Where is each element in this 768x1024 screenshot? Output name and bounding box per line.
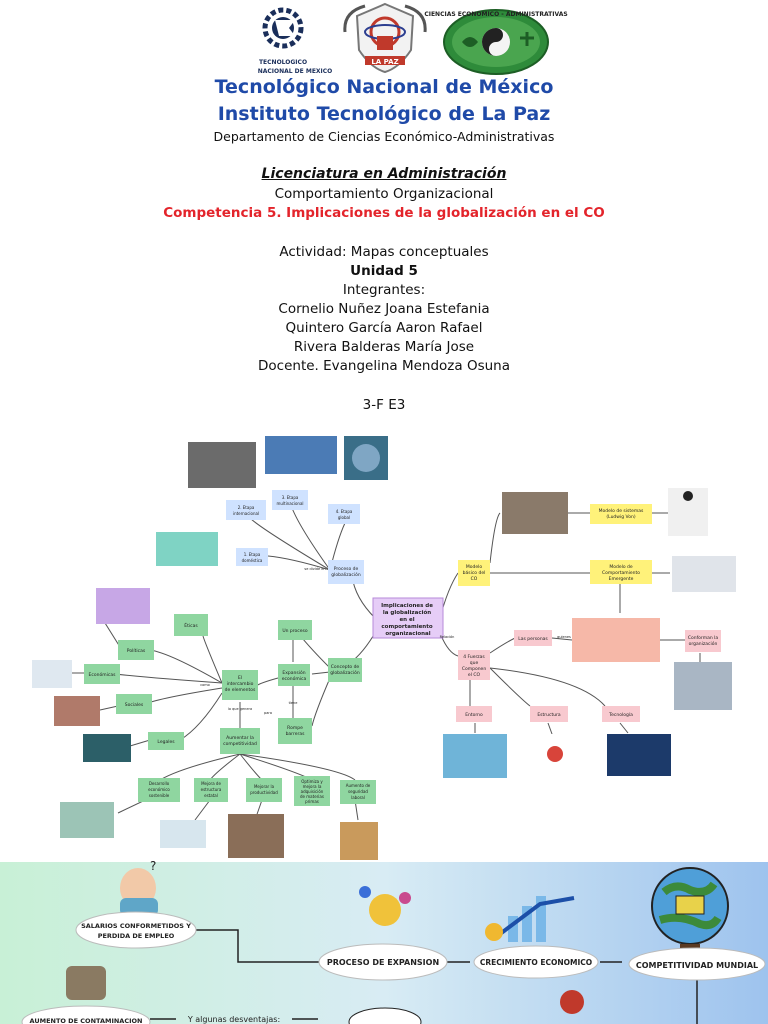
etapa1-node (236, 548, 268, 566)
competitividad-text: COMPETITIVIDAD MUNDIAL (635, 961, 759, 970)
efecto-3-line-2: productividad (250, 790, 278, 795)
efecto-5-line-2: seguridad (348, 789, 368, 794)
photo-technology (607, 734, 671, 776)
rompe-node (278, 718, 312, 744)
aumentar-line-1: Aumentar la (226, 736, 254, 741)
efecto-5-line-3: laboral (351, 795, 365, 800)
tecnm-logo-text-2: NACIONAL DE MEXICO (257, 68, 333, 75)
estructura-text: Estructura (537, 713, 561, 718)
center-line-1: Implicaciones de (381, 603, 433, 609)
photo-money (156, 532, 218, 566)
logo-strip (0, 2, 768, 78)
etapa4-node (328, 504, 360, 524)
photo-desk (674, 662, 732, 710)
modelo-basico-line-2: básico del (462, 571, 486, 576)
etapa1-line-1: 1. Etapa (243, 552, 261, 557)
unit: Unidad 5 (350, 263, 418, 279)
personas-conf-node (685, 630, 721, 652)
etapa4-line-2: global (337, 515, 351, 520)
rompe-line-2: barreras (285, 732, 305, 737)
photo-handshake (188, 442, 256, 488)
tipo-eticas-text: Éticas (184, 624, 198, 629)
modelo-basico-line-3: CO (470, 577, 478, 582)
teacher: Docente. Evangelina Mendoza Osuna (258, 358, 510, 374)
modelo-emergente-line-2: Comportamiento (601, 571, 641, 576)
center-line-2: la globalización (382, 610, 432, 616)
photo-environment (443, 734, 507, 778)
photo-chart-card (83, 734, 131, 762)
question-mark-icon: ? (150, 859, 157, 873)
subject: Comportamiento Organizacional (274, 186, 494, 202)
member-3: Rivera Balderas María Jose (293, 339, 475, 355)
modelo-basico-line-1: Modelo (465, 565, 483, 570)
expansion-line-2: económica (281, 677, 307, 682)
photo-group (54, 696, 100, 726)
efecto-2-line-1: Mejora de (201, 781, 221, 786)
concepto-line-1: Concepto de (330, 665, 360, 670)
efecto-1-line-1: Desarrollo (148, 781, 170, 786)
expansion-line-1: Expansión (282, 671, 306, 676)
svg-text:1. Etapadoméstica (242, 552, 263, 563)
group: 3-F E3 (362, 397, 406, 413)
cea-logo-text: CIENCIAS ECONOMICO - ADMINISTRATIVAS (424, 11, 568, 18)
modelo-sistemas-line-1: Modelo de sistemas (598, 509, 644, 514)
member-1: Cornelio Nuñez Joana Estefania (278, 301, 490, 317)
efecto-1-line-3: sostenible (148, 793, 170, 798)
money-bill-icon (676, 896, 704, 914)
competence: Competencia 5. Implicaciones de la globalización en el CO (163, 205, 605, 221)
fuerzas-line-4: el CO (467, 673, 481, 678)
contaminacion-text: AUMENTO DE CONTAMINACION (29, 1017, 143, 1024)
tipo-economicas-text: Económicas (88, 673, 116, 678)
photo-meeting (502, 492, 568, 534)
title-national: Tecnológico Nacional de México (214, 76, 554, 98)
svg-text:Desarrolloeconómicosostenible (148, 781, 170, 798)
photo-port (32, 660, 72, 688)
label-consiste: se divide en (304, 567, 326, 571)
efecto-4-line-1: Optimiza y (301, 779, 323, 784)
center-line-5: organizacional (385, 631, 431, 637)
svg-text:Mejorar laproductividad (250, 784, 278, 795)
etapa3-line-1: 3. Etapa (281, 495, 299, 500)
salarios-line-2: PERDIDA DE EMPLEO (97, 932, 175, 940)
intercambio-line-2: intercambio (226, 682, 254, 687)
label-para: para (264, 711, 272, 715)
proceso-node (328, 560, 364, 584)
modelo-sistemas-line-2: (Ludwig Von) (606, 515, 636, 520)
center-line-4: comportamiento (381, 624, 433, 630)
etapa4-line-1: 4. Etapa (335, 509, 353, 514)
tecnologia-text: Tecnología (609, 713, 633, 718)
label-como: como (200, 683, 210, 687)
tipo-sociales-text: Sociales (124, 703, 144, 708)
activity: Actividad: Mapas conceptuales (279, 244, 489, 260)
salarios-node (76, 912, 196, 948)
members-label: Integrantes: (342, 282, 426, 298)
efecto-3-line-1: Mejorar la (253, 784, 275, 789)
un-proceso-text: Un proceso (282, 629, 308, 634)
etapa2-node (226, 500, 266, 520)
pollution-icon (66, 966, 106, 1000)
etapa2-line-1: 2. Etapa (237, 505, 255, 510)
hierarchy-head (683, 491, 693, 501)
photo-worker (340, 822, 378, 860)
location-pin-icon (359, 886, 371, 898)
tipo-politicas-text: Políticas (126, 649, 146, 654)
etapa3-node (272, 490, 308, 510)
fuerzas-line-2: que (469, 661, 479, 666)
personas-text: Las personas (518, 637, 548, 642)
photo-work (228, 814, 284, 858)
personas-conf-line-2: organización (688, 642, 718, 647)
department: Departamento de Ciencias Económico-Administrativas (213, 129, 555, 144)
concepto-node (328, 658, 362, 682)
efecto-5-line-1: Aumento de (345, 783, 371, 788)
efecto-4-line-3: adquisición (300, 789, 324, 794)
efecto-2-line-2: estructura (200, 787, 222, 792)
tecnm-logo (255, 2, 333, 78)
intercambio-line-1: El (237, 676, 243, 681)
photo-team (672, 556, 736, 592)
infographic (0, 859, 768, 1024)
proceso-expansion-text: PROCESO DE EXPANSION (326, 958, 440, 967)
salarios-line-1: SALARIOS CONFORMETIDOS Y (81, 922, 191, 930)
efecto-2-line-3: estatal (204, 793, 218, 798)
photo-office (60, 802, 114, 838)
photo-people (96, 588, 150, 624)
ciencias-economico-administrativas-logo (424, 2, 568, 78)
modelo-emergente-line-1: Modelo de (609, 565, 633, 570)
efecto-4-line-5: primas (305, 799, 319, 804)
expansion-people-icon (369, 894, 401, 926)
photo-world-map (265, 436, 337, 474)
modelo-sistemas-node (590, 504, 652, 524)
crecimiento-text: CRECIMIENTO ECONOMICO (479, 958, 593, 967)
tipo-legales-text: Legales (157, 740, 175, 745)
svg-text:Expansióneconómica (282, 669, 307, 682)
efecto-4-line-2: mejora la (302, 784, 322, 789)
etapa3-line-2: multinacional (276, 501, 304, 506)
concepto-line-2: globalización (330, 671, 360, 676)
photo-city (160, 820, 206, 848)
rompe-line-1: Rompe (287, 726, 303, 731)
degree: Licenciatura en Administración (261, 166, 507, 182)
itlp-logo (335, 2, 435, 76)
etapa2-line-2: internacional (232, 511, 260, 516)
personas-conf-line-1: Conforman la (687, 636, 719, 641)
location-pin-icon-2 (399, 892, 411, 904)
aumentar-line-2: competitividad (223, 742, 257, 747)
title-institute: Instituto Tecnológico de La Paz (217, 103, 551, 125)
disadvantage-people-icon (560, 990, 584, 1014)
label-relacion: Relación (439, 635, 455, 639)
label-quienes: quienes (557, 635, 571, 639)
center-line-3: en el (399, 617, 415, 623)
member-2: Quintero García Aaron Rafael (285, 320, 483, 336)
proceso-line-1: Proceso de (333, 567, 359, 572)
coin-icon (485, 923, 503, 941)
tecnm-logo-text-1: TECNOLOGICO (258, 59, 308, 66)
proceso-line-2: globalización (331, 573, 361, 578)
etapa1-line-2: doméstica (241, 558, 263, 563)
entorno-text: Entorno (465, 713, 483, 718)
globe-shape (352, 444, 380, 472)
intercambio-line-3: de elementos (224, 688, 256, 693)
itlp-logo-text: LA PAZ (371, 58, 399, 66)
label-tiene: tiene (288, 701, 298, 705)
concept-map (0, 428, 768, 862)
structure-node (547, 746, 563, 762)
fuerzas-line-1: 4 Fuerzas (463, 655, 485, 660)
label-lo-que-genera: lo que genera (227, 707, 253, 711)
modelo-emergente-line-3: Emergente (608, 577, 634, 582)
efecto-4-line-4: de materias (300, 794, 324, 799)
desventajas-label: Y algunas desventajas: (187, 1015, 281, 1024)
fuerzas-line-3: Componen (461, 667, 487, 672)
photo-people-strip (572, 618, 660, 662)
efecto-1-line-2: económico (148, 787, 170, 792)
aumentar-node (220, 728, 260, 754)
